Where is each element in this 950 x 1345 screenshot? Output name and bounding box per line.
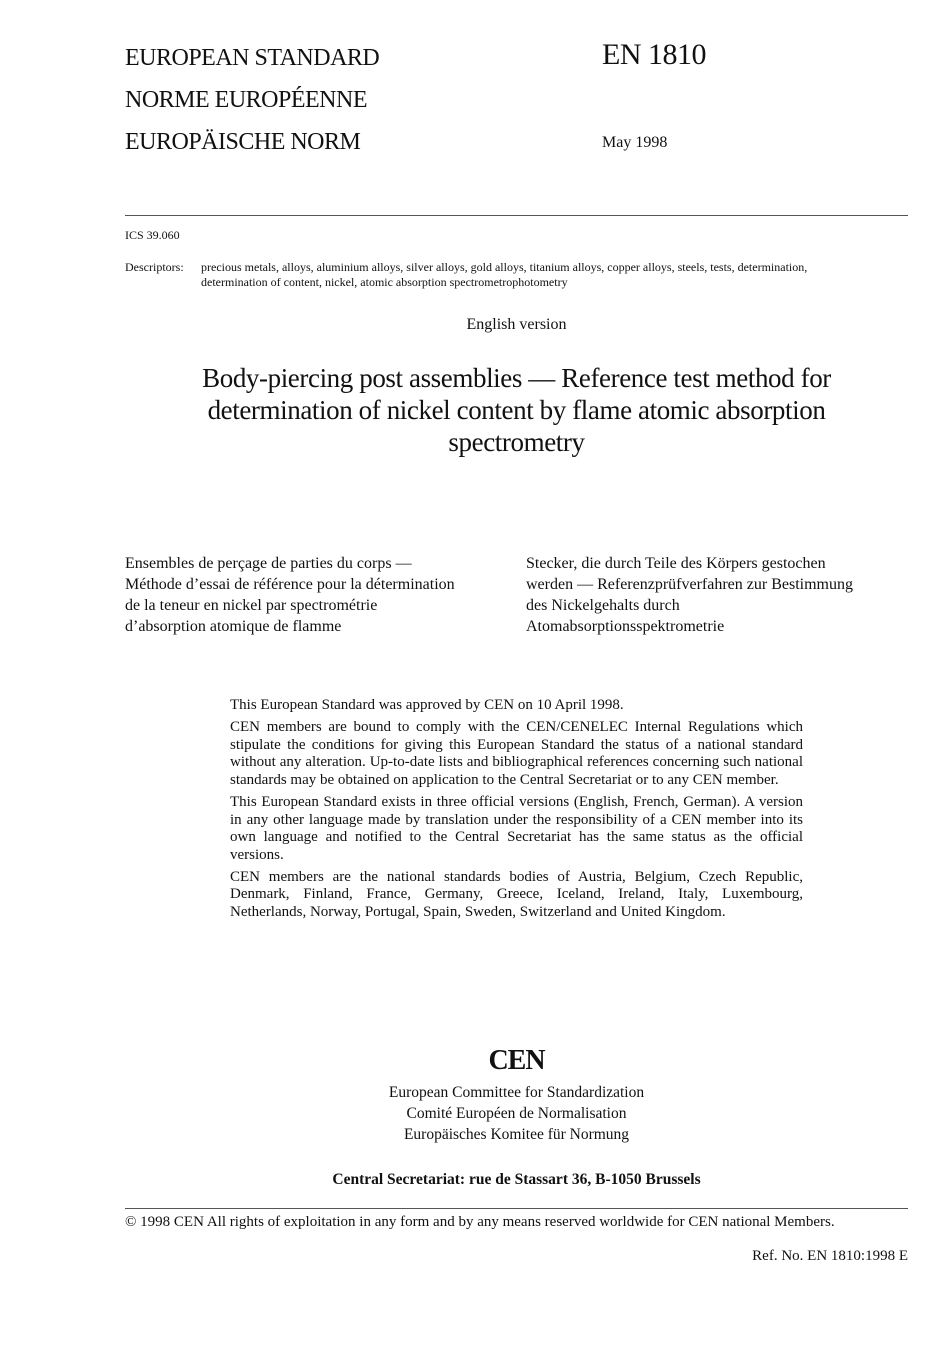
header-title-fr: NORME EUROPÉENNE <box>125 87 367 113</box>
german-title: Stecker, die durch Teile des Körpers gestochen werden — Referenzprüfverfahren zur Bestimmung des Nickelgehalts durch Atomabsorptionsspektrometrie <box>526 555 853 635</box>
standard-number: EN 1810 <box>602 38 706 71</box>
descriptors-line-2: determination of content, nickel, atomic absorption spectrometrophotometry <box>201 275 568 289</box>
central-secretariat: Central Secretariat: rue de Stassart 36, B-1050 Brussels <box>332 1171 701 1188</box>
title-line-3: spectrometry <box>448 427 585 457</box>
footer-divider <box>125 1208 908 1209</box>
cen-name-de: Europäisches Komitee für Normung <box>403 1126 630 1143</box>
descriptors-line-1: precious metals, alloys, aluminium alloys, silver alloys, gold alloys, titanium alloys, copper alloys, steels, tests, determination, <box>201 260 808 274</box>
copyright-notice: © 1998 CEN All rights of exploitation in any form and by any means reserved worldwide for CEN national Members. <box>125 1214 835 1230</box>
compliance-paragraph: CEN members are bound to comply with the CEN/CENELEC Internal Regulations which stipulate the conditions for giving this European Standard the status of a national standard without any alteration. Up-to-date lists and bibliographical references concerning such national standards may be obtained on application to the Central Secretariat or to any CEN member. <box>230 719 803 788</box>
members-paragraph: CEN members are the national standards bodies of Austria, Belgium, Czech Republic, Denmark, Finland, France, Germany, Greece, Iceland, Ireland, Italy, Luxembourg, Netherlands, Norway, Portugal, Spain, Sweden, Switzerland and United Kingdom. <box>230 868 803 921</box>
approval-notes <box>230 697 803 926</box>
approval-paragraph: This European Standard was approved by CEN on 10 April 1998. <box>230 697 624 713</box>
ics-code: ICS 39.060 <box>125 228 180 242</box>
versions-paragraph: This European Standard exists in three official versions (English, French, German). A version in any other language made by translation under the responsibility of a CEN member into its own language and notified to the Central Secretariat has the same status as the official versions. <box>230 793 803 863</box>
descriptors-label: Descriptors: <box>125 260 184 274</box>
cen-name-fr: Comité Européen de Normalisation <box>406 1105 627 1122</box>
french-title: Ensembles de perçage de parties du corps — Méthode d’essai de référence pour la détermination de la teneur en nickel par spectrométrie d’absorption atomique de flamme <box>125 555 455 635</box>
version-label: English version <box>466 316 567 333</box>
title-line-1: Body-piercing post assemblies — Reference test method for <box>202 363 831 393</box>
header-title-de: EUROPÄISCHE NORM <box>125 129 361 155</box>
publication-date: May 1998 <box>602 134 668 151</box>
cen-name-en: European Committee for Standardization <box>388 1084 645 1101</box>
cen-logo: CEN <box>488 1045 545 1076</box>
reference-number: Ref. No. EN 1810:1998 E <box>752 1248 908 1264</box>
descriptors-text <box>201 260 911 290</box>
header-divider <box>125 215 908 216</box>
title-line-2: determination of nickel content by flame atomic absorption <box>207 395 826 425</box>
header-title-en: EUROPEAN STANDARD <box>125 45 380 71</box>
document-title <box>160 362 873 458</box>
